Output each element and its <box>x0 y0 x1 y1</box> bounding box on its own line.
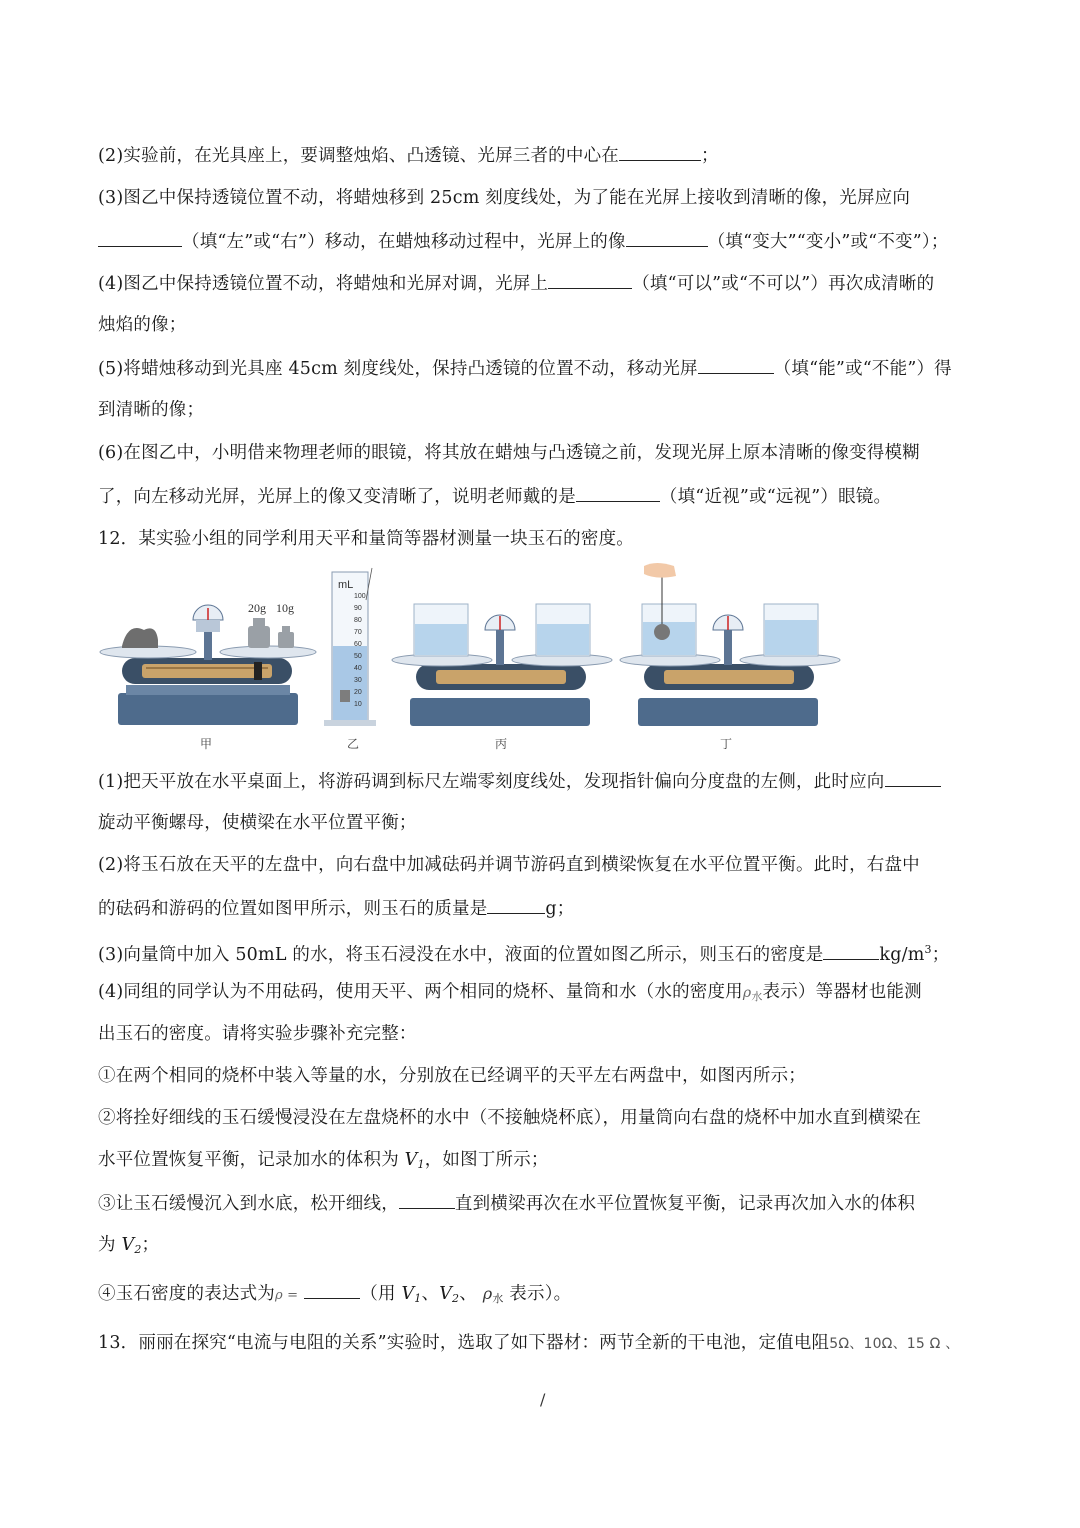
tick-label: 80 <box>354 617 362 624</box>
tick-label: 40 <box>354 665 362 672</box>
q11-part4-line2: 烛焰的像； <box>98 315 187 335</box>
answer-blank[interactable] <box>698 355 774 374</box>
balance-ding <box>620 563 840 726</box>
tick-label: 50 <box>354 653 362 660</box>
q11-part4-line1: (4)图乙中保持透镜位置不动，将蜡烛和光屏对调，光屏上 （填“可以”或“不可以”）再次成清晰的 <box>98 270 988 297</box>
q12-part1-line1: (1)把天平放在水平桌面上，将游码调到标尺左端零刻度线处，发现指针偏向分度盘的左侧，此时应向 <box>98 768 988 795</box>
weight-label-20g: 20g <box>248 601 266 615</box>
q12-step3-line1: ③让玉石缓慢沉入到水底，松开细线， 直到横梁再次在水平位置恢复平衡，记录再次加入水的体积 <box>98 1190 988 1217</box>
q12-part3: (3)向量筒中加入 50mL 的水，将玉石浸没在水中，液面的位置如图乙所示，则玉石的密度是 $kg/m^3$； <box>98 943 950 965</box>
q12-part2-line1: (2)将玉石放在天平的左盘中，向右盘中加减砝码并调节游码直到横梁恢复在水平位置平衡。此时，右盘中 <box>98 855 920 875</box>
q11-part5-line1: (5)将蜡烛移动到光具座 45cm 刻度线处，保持凸透镜的位置不动，移动光屏 （填“能”或“不能”）得 <box>98 355 988 382</box>
tick-label: 10 <box>354 701 362 708</box>
q11-part2: (2)实验前，在光具座上，要调整烛焰、凸透镜、光屏三者的中心在 ； <box>98 142 988 169</box>
q13-line1: 13．丽丽在探究“电流与电阻的关系”实验时，选取了如下器材：两节全新的干电池，定值电阻5Ω、10Ω、15 Ω 、 <box>98 1333 960 1353</box>
q12-step1: ①在两个相同的烧杯中装入等量的水，分别放在已经调平的天平左右两盘中，如图丙所示； <box>98 1066 806 1086</box>
q12-step2-line1: ②将拴好细线的玉石缓慢浸没在左盘烧杯的水中（不接触烧杯底），用量筒向右盘的烧杯中加水直到横梁在 <box>98 1108 922 1128</box>
answer-blank[interactable] <box>823 941 879 960</box>
q11-part6-line1: (6)在图乙中，小明借来物理老师的眼镜，将其放在蜡烛与凸透镜之前，发现光屏上原本清晰的像变得模糊 <box>98 443 920 463</box>
tick-label: 30 <box>354 677 362 684</box>
answer-blank[interactable] <box>399 1190 455 1209</box>
q12-part4-line1: (4)同组的同学认为不用砝码，使用天平、两个相同的烧杯、量筒和水（水的密度用$\rho_水$表示）等器材也能测 <box>98 982 922 1003</box>
graduated-cylinder <box>324 568 376 726</box>
cylinder-unit: mL <box>338 579 354 591</box>
tick-label: 60 <box>354 641 362 648</box>
answer-blank[interactable] <box>98 228 182 247</box>
q11-part5-line2: 到清晰的像； <box>98 400 205 420</box>
tick-label: 70 <box>354 629 362 636</box>
page-mark: / <box>540 1390 546 1409</box>
answer-blank[interactable] <box>885 768 941 787</box>
q12-part4-line2: 出玉石的密度。请将实验步骤补充完整： <box>98 1024 417 1044</box>
q11-part6-line2: 了，向左移动光屏，光屏上的像又变清晰了，说明老师戴的是 （填“近视”或“远视”）眼镜。 <box>98 483 988 510</box>
q12-step4: ④玉石密度的表达式为ρ = （用 $V_1$、$V_2$、 $\rho_水$ 表示）。 <box>98 1280 988 1312</box>
balance-bing <box>392 604 612 726</box>
answer-blank[interactable] <box>548 270 632 289</box>
resistor-values: 5Ω、10Ω、15 Ω 、 <box>829 1336 960 1352</box>
answer-blank[interactable] <box>487 895 545 914</box>
q12-step3-line2: 为 $V_2$； <box>98 1235 160 1256</box>
q11-part3-line2: （填“左”或“右”）移动，在蜡烛移动过程中，光屏上的像 （填“变大”“变小”或“不变”）； <box>98 228 988 255</box>
balance-jia <box>100 601 316 725</box>
figure-label-ding: 丁 <box>720 737 733 751</box>
balance-figure <box>96 560 846 750</box>
q12-title: 12．某实验小组的同学利用天平和量筒等器材测量一块玉石的密度。 <box>98 529 634 549</box>
answer-blank[interactable] <box>576 483 660 502</box>
answer-blank[interactable] <box>304 1280 360 1299</box>
answer-blank[interactable] <box>626 228 708 247</box>
q12-part2-line2: 的砝码和游码的位置如图甲所示，则玉石的质量是 g； <box>98 895 988 922</box>
figure-label-jia: 甲 <box>200 737 213 751</box>
tick-label: 100 <box>354 593 366 600</box>
q12-part1-line2: 旋动平衡螺母，使横梁在水平位置平衡； <box>98 813 417 833</box>
figure-label-yi: 乙 <box>347 737 360 751</box>
figure-label-bing: 丙 <box>495 737 508 751</box>
answer-blank[interactable] <box>619 142 701 161</box>
q12-step2-line2: 水平位置恢复平衡，记录加水的体积为 $V_1$，如图丁所示； <box>98 1150 549 1171</box>
tick-label: 90 <box>354 605 362 612</box>
tick-label: 20 <box>354 689 362 696</box>
weight-label-10g: 10g <box>276 601 294 615</box>
q11-part3-line1: (3)图乙中保持透镜位置不动，将蜡烛移到 25cm 刻度线处，为了能在光屏上接收到清晰的像，光屏应向 <box>98 188 911 208</box>
